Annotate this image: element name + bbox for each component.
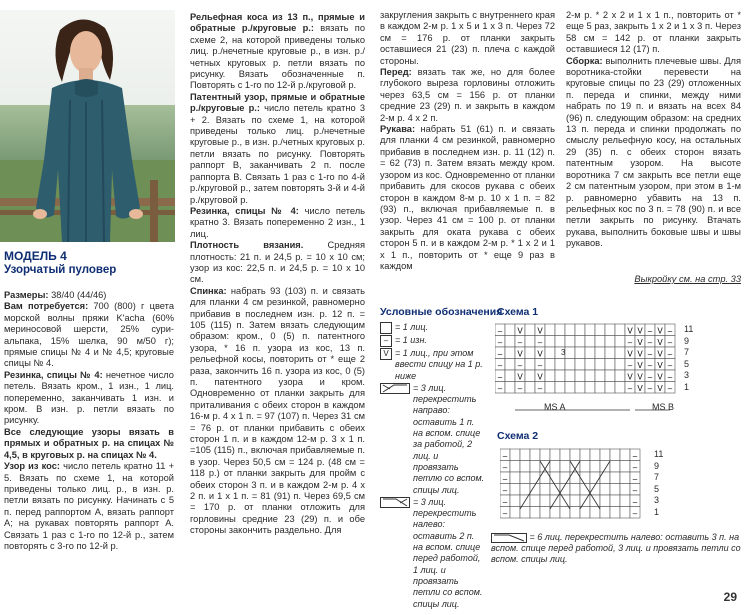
- chart-symbol: –: [632, 451, 638, 461]
- chart-symbol: V: [637, 361, 643, 370]
- chart-symbol: –: [647, 326, 653, 336]
- chart-cell: [580, 461, 590, 473]
- chart-cell: [505, 382, 515, 394]
- chart-cell: [620, 507, 630, 519]
- chart-cell: [585, 336, 595, 348]
- chart-cell: [560, 461, 570, 473]
- chart-cell: [570, 461, 580, 473]
- paragraph: Вам потребуется: 700 (800) г цвета морской волны пряжи K'acha (60% мериносовой шерсти, 25% сури-альпака, 15% шелка, 90 м/50 г); прямые спицы № 4 и № 4,5; круговые спицы № 4.: [4, 301, 174, 369]
- chart-cell: [600, 472, 610, 484]
- chart-cell: [510, 449, 520, 461]
- chart-cell: [610, 495, 620, 507]
- chart-symbol: –: [502, 497, 508, 507]
- chart-cell: [590, 461, 600, 473]
- chart-cell: [575, 370, 585, 382]
- chart-cell: [615, 336, 625, 348]
- model-title: МОДЕЛЬ 4: [4, 249, 67, 263]
- chart-cell: [575, 347, 585, 359]
- schema-1-cross-number: 3: [561, 348, 566, 357]
- schema-2-chart: [500, 447, 650, 519]
- chart-symbol: V: [537, 326, 543, 336]
- chart-cell: [520, 472, 530, 484]
- chart-cell: [520, 461, 530, 473]
- six-stitch-cross-note: = 6 лиц. перекрестить налево: оставить 3 п. на вспом. спице перед работой, 3 лиц. и провязать петли со вспом. спицы лиц.: [491, 532, 741, 565]
- chart-symbol: –: [647, 372, 653, 382]
- chart-cell: [560, 472, 570, 484]
- chart-symbol: V: [537, 349, 543, 359]
- chart-symbol: V: [657, 326, 663, 336]
- chart-cell: [555, 359, 565, 371]
- chart-symbol: –: [502, 509, 508, 518]
- chart-symbol: –: [497, 326, 503, 336]
- paragraph: Рукава: набрать 51 (61) п. и связать для планки 4 см резинкой, равномерно прибавив в последнем изн. р. 11 (12) п. = 62 (73) п. Затем вязать между кром. узором из кос. Одновременно от планки прибавить для скосов рукава с обеих сторон в каждом 8-м р. 10 х 1 п. = 82 (93) п., включая прибавляемые п. в узор. Через 41 см = 100 р. от планки закрыть для оката рукава с обеих сторон 5 п. и в каждом 2-м р. * 1 х 2 и 1 х 1 п., повторить от * еще 9 раз в каждом: [380, 124, 555, 271]
- legend-item: – = 1 изн.: [380, 335, 485, 347]
- chart-cell: [565, 370, 575, 382]
- chart-cell: [540, 461, 550, 473]
- chart-cell: [575, 359, 585, 371]
- chart-symbol: –: [517, 384, 523, 393]
- chart-cell: [570, 449, 580, 461]
- chart-symbol: –: [627, 384, 633, 393]
- chart-symbol: –: [502, 463, 508, 472]
- paragraph: Патентный узор, прямые и обратные р./круговые р.: число петель кратно 3 + 2. Вязать по схеме 1, на которой приведены только лиц. р./нечетные круговые р., в изн. р./четных круговых р. петли вязать по рисунку. Повторять раппорт В, заканчивать 2 п. после раппорта В. Связать 1 раз с 1-го по 4-й р./круговой р., затем повторять 3-й и 4-й р./круговой р.: [190, 91, 365, 205]
- chart-cell: [525, 359, 535, 371]
- chart-symbol: –: [537, 384, 543, 393]
- paragraph: Резинка, спицы № 4: нечетное число петель. Вязать кром., 1 изн., 1 лиц. попеременно, заканчивать 1 изн. и кром. В изн. р. петли вязать по рисунку.: [4, 369, 174, 426]
- chart-cell: [605, 370, 615, 382]
- chart-cell: [540, 495, 550, 507]
- chart-cell: [615, 382, 625, 394]
- chart-cell: [510, 495, 520, 507]
- chart-cell: [585, 359, 595, 371]
- chart-cell: [565, 324, 575, 336]
- chart-cell: [540, 484, 550, 496]
- chart-cell: [530, 472, 540, 484]
- chart-symbol: –: [502, 486, 508, 495]
- chart-symbol: V: [637, 326, 643, 336]
- paragraph: Перед: вязать так же, но для более глубокого выреза горловины отложить через 63,5 см = 156 р. от планки средние 23 (29) п. и закрыть в каждом 2-м р. 4 х 2 п.: [380, 67, 555, 123]
- chart-symbol: V: [537, 372, 543, 382]
- chart-cell: [615, 347, 625, 359]
- chart-cell: [575, 336, 585, 348]
- repeat-b-label: MS B: [652, 402, 675, 412]
- chart-symbol: –: [647, 361, 653, 370]
- chart-cell: [605, 359, 615, 371]
- knit-symbol: [380, 322, 392, 334]
- chart-cell: [530, 449, 540, 461]
- chart-cell: [545, 347, 555, 359]
- chart-cell: [565, 382, 575, 394]
- chart-cell: [505, 370, 515, 382]
- chart-cell: [590, 472, 600, 484]
- chart-cell: [505, 324, 515, 336]
- chart-cell: [595, 347, 605, 359]
- chart-cell: [585, 324, 595, 336]
- model-subtitle: Узорчатый пуловер: [4, 264, 117, 276]
- chart-symbol: –: [537, 361, 543, 370]
- paragraph: 2-м р. * 2 х 2 и 1 х 1 п., повторить от * еще 5 раз, закрыть 1 х 2 и 1 х 3 п. Через 58 см = 142 р. от планки закрыть оставшиеся 12 (17) п.: [566, 10, 741, 55]
- chart-cell: [600, 484, 610, 496]
- chart-cell: [550, 449, 560, 461]
- chart-cell: [520, 449, 530, 461]
- chart-cell: [565, 336, 575, 348]
- chart-symbol: V: [637, 372, 643, 382]
- cross-left-symbol: [380, 497, 410, 610]
- chart-symbol: V: [637, 338, 643, 347]
- v-stitch-symbol: V: [380, 348, 392, 360]
- chart-cell: [615, 359, 625, 371]
- chart-cell: [585, 382, 595, 394]
- chart-symbol: V: [627, 326, 633, 336]
- chart-cell: [580, 449, 590, 461]
- paragraph: закругления закрыть с внутреннего края в каждом 2-м р. 1 х 5 и 1 х 3 п. Через 72 см = 176 р. от планки закрыть оставшиеся 21 (23) п. плеча с каждой стороны.: [380, 10, 555, 66]
- chart-cell: [585, 347, 595, 359]
- chart-cell: [525, 382, 535, 394]
- pattern-reference-link[interactable]: Выкройку см. на стр. 33: [634, 274, 741, 284]
- chart-cell: [600, 461, 610, 473]
- six-cross-symbol: [491, 533, 527, 543]
- paragraph: Все следующие узоры вязать в прямых и обратных р. на спицах № 4,5, в круговых р. на спицах № 4.: [4, 426, 174, 460]
- chart-symbol: –: [632, 497, 638, 507]
- chart-cell: [580, 472, 590, 484]
- chart-cell: [530, 461, 540, 473]
- chart-symbol: –: [517, 338, 523, 347]
- chart-symbol: –: [517, 361, 523, 370]
- chart-symbol: –: [497, 349, 503, 359]
- chart-symbol: V: [627, 372, 633, 382]
- chart-symbol: V: [517, 326, 523, 336]
- repeat-a-label: MS A: [544, 402, 566, 412]
- chart-symbol: V: [657, 372, 663, 382]
- schema-1-title: Схема 1: [497, 306, 539, 318]
- chart-cell: [620, 472, 630, 484]
- chart-symbol: –: [497, 384, 503, 393]
- paragraph: Плотность вязания. Средняя плотность: 21 п. и 24,5 р. = 10 х 10 см; узор из кос: 22,5 п. и 24,5 р. = 10 х 10 см.: [190, 240, 365, 285]
- chart-symbol: –: [537, 338, 543, 347]
- legend-item: = 3 лиц. перекрестить налево: оставить 2 п. на вспом. спице перед работой, 1 лиц. и провязать петли со вспом. спицы лиц.: [380, 497, 485, 610]
- chart-cell: [620, 449, 630, 461]
- chart-cell: [600, 507, 610, 519]
- chart-symbol: –: [632, 509, 638, 518]
- chart-symbol: –: [627, 338, 633, 347]
- chart-cell: [550, 472, 560, 484]
- chart-cell: [550, 461, 560, 473]
- chart-cell: [615, 324, 625, 336]
- chart-cell: [610, 507, 620, 519]
- chart-cell: [545, 370, 555, 382]
- chart-cell: [600, 495, 610, 507]
- chart-symbol: –: [667, 349, 673, 359]
- chart-cell: [525, 324, 535, 336]
- chart-cell: [525, 347, 535, 359]
- chart-symbol: V: [657, 338, 663, 347]
- chart-cell: [605, 382, 615, 394]
- chart-symbol: –: [667, 338, 673, 347]
- schema-2-row-numbers: 11 9 7 5 3 1: [654, 449, 664, 517]
- chart-cell: [510, 484, 520, 496]
- chart-symbol: –: [627, 361, 633, 370]
- chart-cell: [605, 324, 615, 336]
- chart-cell: [540, 507, 550, 519]
- chart-symbol: V: [517, 372, 523, 382]
- chart-cell: [565, 347, 575, 359]
- text-column-3: [380, 10, 555, 272]
- chart-cell: [620, 461, 630, 473]
- paragraph: Сборка: выполнить плечевые швы. Для воротника-стойки перевести на круговые спицы по 23 (29) отложенных п. переда и спинки, между ними набрать по 19 п. и вязать на всех 84 (96) п. следующим образом: на средних 13 п. переда и спинки продолжать по смыслу рельефную косу, на остальных 29 (35) п. с обеих сторон вязать патентным узором. На высоте воротника 7 см закрыть все петли еще 2 см патентным узором, при этом в 1-м р. равномерно убавить на 13 п. рельефных кос по 3 п. = 78 (90) п. и все петли закрыть по рисунку. Втачать рукава, выполнить боковые швы и швы рукавов.: [566, 55, 741, 249]
- chart-cell: [560, 507, 570, 519]
- chart-cell: [510, 507, 520, 519]
- chart-cell: [610, 449, 620, 461]
- legend-item: V = 1 лиц., при этом ввести спицу на 1 р. ниже: [380, 348, 485, 382]
- chart-cell: [620, 495, 630, 507]
- paragraph: Рельефная коса из 13 п., прямые и обратные р./круговые р.: вязать по схеме 2, на которой приведены только лиц. р./нечетные круговые р., в изн. р./четных круговых р. петли вязать по рисунку. Вязать обозначенные п. Повторять с 1-го по 12-й р./круговой р.: [190, 12, 365, 91]
- chart-cell: [610, 472, 620, 484]
- chart-symbol: –: [497, 372, 503, 382]
- page-number: 29: [723, 590, 737, 604]
- chart-cell: [595, 359, 605, 371]
- chart-symbol: V: [657, 349, 663, 359]
- chart-symbol: –: [667, 384, 673, 393]
- chart-cell: [560, 449, 570, 461]
- chart-cell: [530, 507, 540, 519]
- chart-cell: [590, 449, 600, 461]
- chart-symbol: –: [497, 338, 503, 347]
- chart-symbol: V: [657, 361, 663, 370]
- chart-cell: [595, 382, 605, 394]
- chart-cell: [510, 472, 520, 484]
- chart-symbol: –: [667, 372, 673, 382]
- chart-symbol: V: [657, 384, 663, 393]
- chart-symbol: –: [502, 474, 508, 484]
- chart-symbol: V: [637, 384, 643, 393]
- chart-symbol: –: [502, 451, 508, 461]
- chart-cell: [600, 449, 610, 461]
- text-column-2: [190, 12, 365, 537]
- chart-symbol: –: [632, 486, 638, 495]
- chart-cell: [505, 359, 515, 371]
- chart-cell: [590, 507, 600, 519]
- chart-cell: [545, 324, 555, 336]
- chart-cell: [520, 484, 530, 496]
- chart-cell: [520, 507, 530, 519]
- chart-cell: [570, 495, 580, 507]
- chart-cell: [610, 461, 620, 473]
- chart-symbol: –: [647, 349, 653, 359]
- chart-cell: [565, 359, 575, 371]
- chart-cell: [545, 359, 555, 371]
- chart-symbol: –: [632, 463, 638, 472]
- purl-symbol: –: [380, 335, 392, 347]
- chart-cell: [555, 324, 565, 336]
- chart-cell: [585, 370, 595, 382]
- chart-cell: [595, 324, 605, 336]
- chart-cell: [605, 347, 615, 359]
- chart-cell: [540, 472, 550, 484]
- schema-1-row-numbers: 11 9 7 5 3 1: [684, 324, 694, 392]
- chart-cell: [540, 449, 550, 461]
- chart-cell: [605, 336, 615, 348]
- paragraph: Резинка, спицы № 4: число петель кратно 3. Вязать попеременно 2 изн., 1 лиц.: [190, 205, 365, 239]
- chart-cell: [505, 336, 515, 348]
- chart-cell: [620, 484, 630, 496]
- chart-cell: [525, 370, 535, 382]
- chart-cell: [570, 472, 580, 484]
- chart-symbol: –: [647, 338, 653, 347]
- chart-cell: [525, 336, 535, 348]
- paragraph: Размеры: 38/40 (44/46): [4, 290, 107, 300]
- model-photo: [0, 10, 175, 242]
- chart-symbol: –: [497, 361, 503, 370]
- text-column-4: [566, 10, 741, 250]
- text-column-1: [4, 290, 174, 552]
- chart-symbol: –: [647, 384, 653, 393]
- chart-cell: [615, 370, 625, 382]
- chart-cell: [610, 484, 620, 496]
- chart-symbol: –: [667, 326, 673, 336]
- chart-cell: [575, 382, 585, 394]
- chart-cell: [575, 324, 585, 336]
- paragraph: Спинка: набрать 93 (103) п. и связать для планки 4 см резинкой, равномерно прибавив в последнем изн. р. 12 п. = 105 (115) п. Затем вязать следующим образом: кром., 0 (5) п. патентного узора, * 16 п. узора из кос, 13 п. рельефной косы, повторить от * еще 2 раза, закончить 16 п. узора из кос, 0 (5) п. патентного узора и кром. Одновременно от планки закрыть для приталивания с обеих сторон в каждом 16-м р. 4 х 1 п. = 97 (107) п. Через 31 см = 76 р. от планки прибавить с обеих сторон 1 п. и в каждом 12-м р. 3 х 1 п. =105 (115) п., включая прибавляемые п. в узор. Через 50,5 см = 124 р. (48 см = 118 р.) от планки закрыть для пройм с обеих сторон 3 п. и в каждом 2-м р. 4 х 2 п. и 1 х 1 п. = 81 (91) п. Через 69,5 см = 170 р. от планки отложить для горловины средние 23 (29) п. и обе стороны закончить раздельно. Для: [190, 285, 365, 536]
- chart-cell: [550, 507, 560, 519]
- chart-cell: [530, 495, 540, 507]
- chart-cell: [555, 370, 565, 382]
- chart-cell: [555, 336, 565, 348]
- chart-cell: [595, 370, 605, 382]
- chart-cell: [570, 484, 580, 496]
- chart-symbol: –: [632, 474, 638, 484]
- chart-cell: [570, 507, 580, 519]
- chart-symbol: –: [667, 361, 673, 370]
- chart-symbol: V: [517, 349, 523, 359]
- chart-cell: [580, 507, 590, 519]
- cross-right-symbol: [380, 383, 410, 496]
- chart-cell: [555, 382, 565, 394]
- schema-2-title: Схема 2: [497, 430, 539, 442]
- legend-item: = 3 лиц. перекрестить направо: оставить 1 п. на вспом. спице за работой, 2 лиц. и провязать петлю со вспом. спицы лиц.: [380, 383, 485, 496]
- chart-cell: [505, 347, 515, 359]
- chart-cell: [595, 336, 605, 348]
- chart-cell: [545, 382, 555, 394]
- chart-cell: [510, 461, 520, 473]
- legend-title: Условные обозначения: [380, 306, 503, 318]
- chart-cell: [545, 336, 555, 348]
- paragraph: Узор из кос: число петель кратно 11 + 5. Вязать по схеме 1, на которой приведены только лиц. р., в изн. р. петли вязать по рисунку. Начинать с 5 п. перед раппортом А, вязать раппорт А; на рукавах повторять раппорт А. Связать 1 раз с 1-го по 12-й р., затем повторять с 3-го по 12-й р.: [4, 461, 174, 551]
- legend-item: = 1 лиц.: [380, 322, 485, 334]
- chart-symbol: V: [627, 349, 633, 359]
- legend: [380, 322, 485, 611]
- chart-symbol: V: [637, 349, 643, 359]
